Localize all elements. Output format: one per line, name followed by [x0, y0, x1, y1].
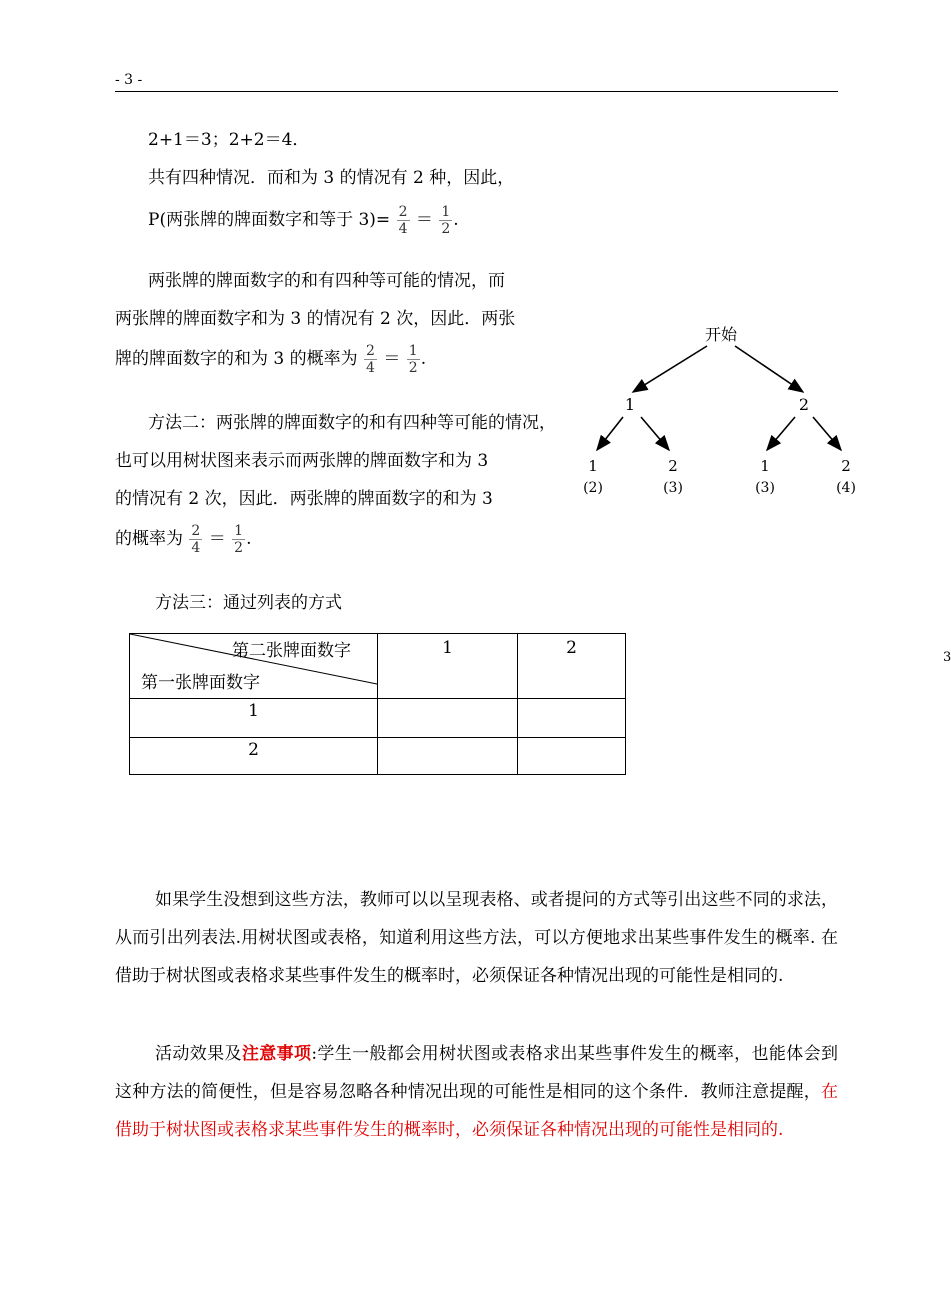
- table-corner-cell: [130, 634, 378, 699]
- fraction: [189, 523, 202, 556]
- table-row: [130, 699, 626, 738]
- corner-bottom-label: 第一张牌面数字: [141, 673, 260, 693]
- fraction: [232, 523, 245, 556]
- text-line: 的情况有 2 次，因此．两张牌的牌面数字的和为 3: [115, 489, 493, 509]
- tree-node-level2: 2: [841, 457, 851, 475]
- fraction: [407, 343, 420, 376]
- probability-formula-2: [115, 343, 426, 376]
- tree-node-level2: 2: [668, 457, 678, 475]
- fraction-denominator: 2: [234, 540, 244, 556]
- text-line: 共有四种情况．而和为 3 的情况有 2 种，因此，: [148, 168, 515, 188]
- emphasis-text: 在借助于树状图或表格求某些事件发生的概率时，必须保证各种情况出现的可能性是相同的.: [115, 1082, 838, 1140]
- table-row-header: 1: [130, 699, 378, 738]
- fraction-numerator: 2: [398, 204, 408, 220]
- text-line: 方法二：两张牌的牌面数字的和有四种等可能的情况，: [148, 413, 556, 433]
- table-row-header: 2: [130, 738, 378, 775]
- notice-label: 注意事项: [241, 1044, 312, 1064]
- period: .: [420, 349, 427, 369]
- table-col-header: 1: [378, 634, 518, 699]
- table-cell: [378, 738, 518, 775]
- formula-prefix: 牌的牌面数字的和为 3 的概率为: [115, 349, 358, 369]
- text-line: 2+1＝3；2+2＝4．: [148, 130, 310, 150]
- tree-node-level1: 2: [798, 395, 810, 414]
- tree-edge: [735, 346, 803, 392]
- paragraph-activity-effect: [115, 1035, 838, 1149]
- fraction-denominator: 4: [398, 221, 408, 237]
- table-cell: [518, 738, 626, 775]
- fraction-numerator: 1: [408, 343, 418, 359]
- text-line: 两张牌的牌面数字和为 3 的情况有 2 次，因此．两张: [115, 309, 516, 329]
- outcome-table: [129, 633, 626, 775]
- fraction: [397, 204, 410, 237]
- tree-diagram: [585, 320, 875, 510]
- tree-edge: [767, 417, 795, 450]
- corner-top-label: 第二张牌面数字: [232, 641, 351, 661]
- table-col-header: 2: [518, 634, 626, 699]
- tree-edge: [641, 417, 669, 450]
- text-line: 方法三：通过列表的方式: [155, 593, 342, 613]
- side-page-number: 3: [943, 650, 951, 665]
- tree-node-level1: 1: [624, 395, 636, 414]
- tree-node-level2: 1: [588, 457, 598, 475]
- fraction-denominator: 2: [408, 360, 418, 376]
- fraction: [439, 204, 452, 237]
- text-line: 两张牌的牌面数字的和有四种等可能的情况，而: [148, 271, 505, 291]
- fraction-numerator: 1: [234, 523, 244, 539]
- tree-edge: [813, 417, 841, 450]
- page-header: - 3 -: [115, 72, 143, 88]
- fraction-denominator: 4: [191, 540, 201, 556]
- tree-sum-label: (2): [583, 480, 603, 496]
- formula-prefix: 的概率为: [115, 529, 183, 549]
- fraction-numerator: 1: [441, 204, 451, 220]
- equals-sign: ＝: [383, 349, 401, 369]
- fraction-denominator: 2: [441, 221, 451, 237]
- table-cell: [518, 699, 626, 738]
- table-header-row: [130, 634, 626, 699]
- probability-formula-3: [115, 523, 251, 556]
- probability-formula-1: [148, 204, 459, 237]
- tree-edge: [597, 417, 623, 450]
- header-rule: [115, 91, 838, 92]
- table-row: [130, 738, 626, 775]
- tree-edge: [633, 346, 707, 392]
- activity-text: :学生一般都会用树状图或表格求出某些事件发生的概率，也能体会到这种方法的简便性，但是容易忽略各种情况出现的可能性是相同的这个条件．教师注意提醒，: [115, 1044, 839, 1102]
- equals-sign: ＝: [415, 210, 433, 230]
- activity-label: 活动效果及: [155, 1044, 242, 1064]
- fraction-numerator: 2: [191, 523, 201, 539]
- period: .: [246, 529, 252, 549]
- fraction: [364, 343, 377, 376]
- fraction-denominator: 4: [366, 360, 375, 376]
- tree-sum-label: (3): [755, 480, 775, 496]
- tree-sum-label: (4): [836, 480, 856, 496]
- period: .: [453, 210, 459, 230]
- paragraph-methods: 如果学生没想到这些方法，教师可以以呈现表格、或者提问的方式等引出这些不同的求法，从而引出列表法.用树状图或表格，知道利用这些方法，可以方便地求出某些事件发生的概率. 在借助于树状图或表格求某些事件发生的概率时，必须保证各种情况出现的可能性是相同的.: [115, 890, 838, 986]
- table-cell: [378, 699, 518, 738]
- formula-prefix: P(两张牌的牌面数字和等于 3)=: [148, 210, 391, 230]
- tree-sum-label: (3): [663, 480, 683, 496]
- fraction-numerator: 2: [366, 343, 375, 359]
- equals-sign: ＝: [208, 529, 226, 549]
- tree-root-label: 开始: [704, 325, 738, 344]
- text-line: 也可以用树状图来表示而两张牌的牌面数字和为 3: [115, 451, 489, 471]
- tree-node-level2: 1: [760, 457, 770, 475]
